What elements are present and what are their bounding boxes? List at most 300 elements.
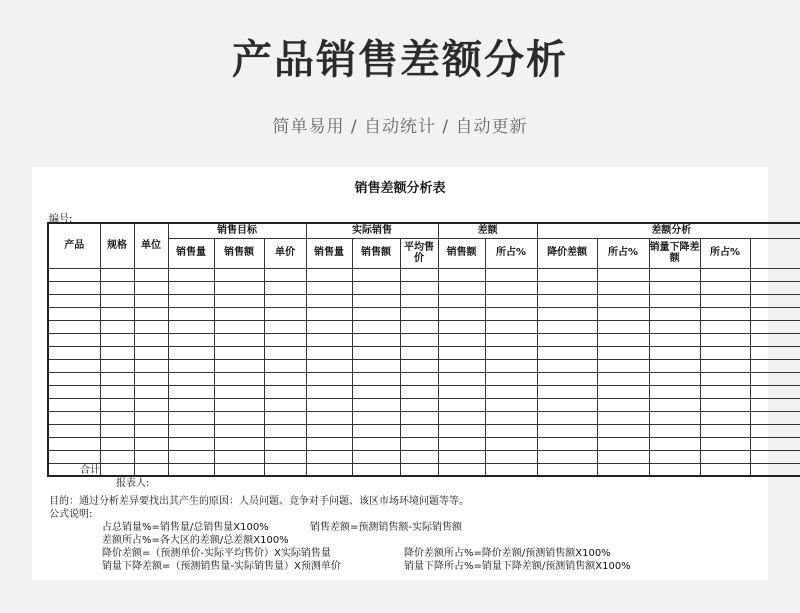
table-cell[interactable] [649,450,700,463]
table-cell[interactable] [750,359,800,372]
table-cell[interactable] [438,281,485,294]
purpose-text: 目的：通过分析差异要找出其产生的原因：人员问题、竞争对手问题、该区市场环境问题等等。 [49,496,469,507]
table-cell[interactable] [750,437,800,450]
table-cell[interactable] [306,437,352,450]
table-cell[interactable] [700,346,750,359]
table-cell[interactable] [700,372,750,385]
table-cell[interactable] [352,359,400,372]
table-cell[interactable] [134,281,168,294]
table-cell[interactable] [168,359,214,372]
table-cell[interactable] [168,385,214,398]
table-cell[interactable] [352,424,400,437]
table-cell[interactable] [400,437,438,450]
header-avg-price: 平均售价 [400,238,438,268]
table-body [48,268,800,476]
table-cell[interactable] [214,320,264,333]
table-cell[interactable] [48,411,100,424]
table-cell[interactable] [485,346,537,359]
table-cell[interactable] [597,333,649,346]
table-cell[interactable] [597,450,649,463]
table-cell[interactable] [438,437,485,450]
table-cell[interactable] [306,333,352,346]
table-cell[interactable] [750,320,800,333]
table-cell[interactable] [100,268,134,281]
table-cell[interactable] [400,333,438,346]
table-cell[interactable] [214,424,264,437]
table-cell[interactable] [168,463,214,476]
table-cell[interactable] [306,450,352,463]
table-cell[interactable] [264,320,306,333]
table-cell[interactable] [438,450,485,463]
table-cell[interactable] [48,294,100,307]
header-qty-drop: 销量下降差额 [649,238,700,268]
table-cell[interactable] [649,437,700,450]
reporter-label: 报表人: [116,478,150,489]
table-cell[interactable] [750,411,800,424]
table-cell[interactable] [214,294,264,307]
table-cell[interactable] [134,268,168,281]
table-cell[interactable] [597,359,649,372]
table-cell[interactable] [306,411,352,424]
table-cell[interactable] [134,437,168,450]
spreadsheet-preview [32,167,768,580]
table-cell[interactable] [597,398,649,411]
table-cell[interactable] [700,450,750,463]
table-row [48,281,800,294]
table-cell[interactable] [649,333,700,346]
table-cell[interactable] [400,320,438,333]
table-cell[interactable] [485,307,537,320]
table-cell[interactable] [352,268,400,281]
table-cell[interactable] [597,294,649,307]
table-cell[interactable] [168,372,214,385]
table-cell[interactable] [438,463,485,476]
table-cell[interactable] [597,424,649,437]
table-cell[interactable] [438,294,485,307]
table-cell[interactable] [485,320,537,333]
table-cell[interactable] [134,398,168,411]
table-cell[interactable] [264,463,306,476]
table-cell[interactable] [485,294,537,307]
table-row [48,294,800,307]
table-cell[interactable] [48,398,100,411]
table-cell[interactable] [750,450,800,463]
table-row [48,411,800,424]
table-cell[interactable] [352,437,400,450]
table-cell[interactable] [168,268,214,281]
table-cell[interactable] [400,463,438,476]
table-cell[interactable] [537,372,597,385]
header-target-amount: 销售额 [214,238,264,268]
table-cell[interactable] [214,398,264,411]
table-cell[interactable] [214,437,264,450]
table-cell[interactable] [485,450,537,463]
table-cell[interactable] [134,372,168,385]
table-cell[interactable] [700,294,750,307]
table-cell[interactable] [168,333,214,346]
table-row [48,424,800,437]
table-cell[interactable] [352,307,400,320]
table-cell[interactable] [438,424,485,437]
table-cell[interactable] [306,268,352,281]
table-cell[interactable] [352,281,400,294]
table-cell[interactable] [750,346,800,359]
table-cell[interactable] [264,307,306,320]
table-cell[interactable] [48,359,100,372]
table-cell[interactable] [537,294,597,307]
header-sales-target: 销售目标 [168,223,306,238]
formula-sales-share: 占总销量%=销售量/总销售量X100% [102,522,269,533]
table-cell[interactable] [400,346,438,359]
table-cell[interactable] [264,359,306,372]
table-cell[interactable] [306,307,352,320]
table-cell[interactable] [168,398,214,411]
table-cell[interactable] [438,359,485,372]
table-cell[interactable] [537,450,597,463]
formula-price-drop-share: 降价差额所占%=降价差额/预测销售额X100% [404,548,611,559]
table-cell[interactable] [100,411,134,424]
table-cell[interactable] [400,424,438,437]
table-cell[interactable] [485,398,537,411]
table-cell[interactable] [48,372,100,385]
table-cell[interactable] [438,333,485,346]
table-cell[interactable] [264,385,306,398]
table-cell[interactable] [400,398,438,411]
table-cell[interactable] [438,320,485,333]
table-cell[interactable] [352,398,400,411]
table-cell[interactable] [168,307,214,320]
table-cell[interactable] [264,411,306,424]
table-cell[interactable] [306,398,352,411]
header-price-drop-percent: 所占% [597,238,649,268]
sales-variance-table [47,222,800,477]
table-cell[interactable] [597,281,649,294]
table-cell[interactable] [100,385,134,398]
formula-price-drop: 降价差额=（预测单价-实际平均售价）X实际销售量 [102,548,331,559]
header-difference: 差额 [438,223,537,238]
table-cell[interactable] [264,424,306,437]
table-cell[interactable] [214,359,264,372]
table-cell[interactable] [537,437,597,450]
table-cell[interactable] [700,333,750,346]
table-cell[interactable] [537,385,597,398]
table-cell[interactable] [485,281,537,294]
table-cell[interactable] [214,411,264,424]
table-cell[interactable] [485,359,537,372]
table-cell[interactable] [134,359,168,372]
table-cell[interactable] [750,385,800,398]
table-cell[interactable] [168,320,214,333]
table-cell[interactable] [168,281,214,294]
table-cell[interactable] [537,463,597,476]
table-cell[interactable] [649,346,700,359]
table-cell[interactable] [537,359,597,372]
table-cell[interactable] [485,385,537,398]
table-cell[interactable] [306,346,352,359]
table-cell[interactable] [438,385,485,398]
table-cell[interactable] [214,307,264,320]
table-cell[interactable] [438,346,485,359]
table-cell[interactable] [168,294,214,307]
table-cell[interactable] [214,463,264,476]
table-cell[interactable] [264,268,306,281]
table-cell[interactable] [649,307,700,320]
header-price-drop: 降价差额 [537,238,597,268]
table-cell[interactable] [48,385,100,398]
table-cell[interactable] [700,307,750,320]
table-cell[interactable] [700,398,750,411]
table-row [48,307,800,320]
table-cell[interactable] [264,281,306,294]
table-cell[interactable] [100,450,134,463]
table-cell[interactable] [649,320,700,333]
table-cell[interactable] [485,268,537,281]
table-cell[interactable] [438,268,485,281]
table-cell[interactable] [400,268,438,281]
table-cell[interactable] [485,424,537,437]
table-cell[interactable] [100,281,134,294]
table-cell[interactable] [264,398,306,411]
table-cell[interactable] [352,385,400,398]
table-cell[interactable] [438,307,485,320]
header-actual-sales: 实际销售 [306,223,438,238]
table-cell[interactable] [214,385,264,398]
table-cell[interactable] [700,268,750,281]
table-cell[interactable] [700,463,750,476]
table-cell[interactable] [485,372,537,385]
page-subtitle: 简单易用 / 自动统计 / 自动更新 [272,117,528,137]
table-cell[interactable] [352,463,400,476]
table-cell[interactable] [400,385,438,398]
table-cell[interactable] [649,385,700,398]
header-diff-amount: 销售额 [438,238,485,268]
table-cell[interactable] [537,411,597,424]
table-cell[interactable] [306,281,352,294]
table-cell[interactable] [649,359,700,372]
table-row [48,320,800,333]
header-qty-drop-percent: 所占% [700,238,750,268]
table-cell[interactable] [352,346,400,359]
table-cell[interactable] [700,424,750,437]
table-cell[interactable] [700,320,750,333]
table-cell[interactable] [134,411,168,424]
table-cell[interactable] [597,268,649,281]
table-cell[interactable] [750,424,800,437]
table-cell[interactable] [352,450,400,463]
table-cell[interactable] [48,333,100,346]
table-cell[interactable] [537,346,597,359]
table-cell[interactable] [134,385,168,398]
table-cell[interactable] [537,320,597,333]
sheet-title: 销售差额分析表 [354,181,446,196]
table-cell[interactable] [306,463,352,476]
table-cell[interactable] [100,437,134,450]
table-cell[interactable] [306,385,352,398]
formula-qty-drop-share: 销量下降所占%=销量下降差额/预测销售额X100% [404,561,631,572]
table-cell[interactable] [537,424,597,437]
table-cell[interactable] [48,320,100,333]
table-cell[interactable] [306,320,352,333]
table-cell[interactable] [100,372,134,385]
formula-qty-drop: 销量下降差额=（预测销售量-实际销售量）X预测单价 [102,561,341,572]
header-diff-percent: 所占% [485,238,537,268]
table-cell[interactable] [168,346,214,359]
formula-title: 公式说明: [49,509,93,520]
table-cell[interactable] [214,268,264,281]
table-cell[interactable] [700,281,750,294]
table-cell[interactable] [649,294,700,307]
table-cell[interactable] [750,307,800,320]
table-cell[interactable] [400,359,438,372]
table-cell[interactable] [400,307,438,320]
total-label: 合计 [80,465,100,476]
table-cell[interactable] [264,333,306,346]
table-cell[interactable] [700,385,750,398]
table-cell[interactable] [134,294,168,307]
table-cell[interactable] [750,281,800,294]
table-cell[interactable] [438,411,485,424]
table-cell[interactable] [597,320,649,333]
table-row [48,398,800,411]
table-cell[interactable] [537,398,597,411]
table-row [48,463,800,476]
table-row [48,372,800,385]
table-cell[interactable] [352,333,400,346]
table-cell[interactable] [649,281,700,294]
table-cell[interactable] [400,372,438,385]
table-cell[interactable] [264,437,306,450]
header-actual-qty: 销售量 [306,238,352,268]
table-cell[interactable] [649,411,700,424]
table-cell[interactable] [48,281,100,294]
table-cell[interactable] [400,411,438,424]
table-row [48,385,800,398]
table-cell[interactable] [48,346,100,359]
table-cell[interactable] [352,411,400,424]
table-cell[interactable] [750,294,800,307]
table-cell[interactable] [700,359,750,372]
table-cell[interactable] [100,346,134,359]
table-cell[interactable] [134,333,168,346]
table-cell[interactable] [168,411,214,424]
table-cell[interactable] [597,385,649,398]
table-cell[interactable] [100,359,134,372]
table-cell[interactable] [750,463,800,476]
table-row [48,346,800,359]
header-actual-amount: 销售额 [352,238,400,268]
table-cell[interactable] [750,268,800,281]
table-cell[interactable] [214,372,264,385]
header-target-price: 单价 [264,238,306,268]
table-cell[interactable] [537,268,597,281]
table-cell[interactable] [100,424,134,437]
table-cell[interactable] [100,307,134,320]
table-cell[interactable] [306,294,352,307]
table-cell[interactable] [100,333,134,346]
table-cell[interactable] [597,437,649,450]
table-cell[interactable] [537,333,597,346]
table-cell[interactable] [48,268,100,281]
table-cell[interactable] [485,333,537,346]
table-cell[interactable] [168,424,214,437]
table-cell[interactable] [134,307,168,320]
table-cell[interactable] [485,463,537,476]
table-cell[interactable] [597,307,649,320]
table-cell[interactable] [700,437,750,450]
table-cell[interactable] [134,450,168,463]
table-cell[interactable] [597,411,649,424]
table-cell[interactable] [597,372,649,385]
table-cell[interactable] [700,411,750,424]
table-cell[interactable] [597,346,649,359]
table-cell[interactable] [438,398,485,411]
table-cell[interactable] [134,346,168,359]
table-cell[interactable] [134,424,168,437]
table-cell[interactable] [352,294,400,307]
table-cell[interactable] [100,398,134,411]
header-target-qty: 销售量 [168,238,214,268]
table-cell[interactable] [168,450,214,463]
table-cell[interactable] [400,450,438,463]
table-cell[interactable] [649,424,700,437]
table-cell[interactable] [485,411,537,424]
table-cell[interactable] [306,424,352,437]
table-cell[interactable] [750,333,800,346]
table-cell[interactable] [264,294,306,307]
table-cell[interactable] [214,333,264,346]
table-cell[interactable] [400,294,438,307]
table-cell[interactable] [649,463,700,476]
table-cell[interactable] [485,437,537,450]
table-cell[interactable] [649,398,700,411]
table-cell[interactable] [438,372,485,385]
table-cell[interactable] [400,281,438,294]
table-cell[interactable] [48,307,100,320]
table-cell[interactable] [750,398,800,411]
table-cell[interactable] [649,372,700,385]
header-spec: 规格 [100,223,134,268]
formula-difference-share: 差额所占%=各大区的差额/总差额X100% [102,535,289,546]
table-cell[interactable] [306,372,352,385]
table-cell[interactable] [264,346,306,359]
table-cell[interactable] [537,307,597,320]
page-title: 产品销售差额分析 [232,37,568,83]
header-difference-analysis: 差额分析 [537,223,800,238]
table-row [48,359,800,372]
table-cell[interactable] [214,450,264,463]
table-cell[interactable] [48,424,100,437]
table-cell[interactable] [214,346,264,359]
table-row [48,437,800,450]
table-cell[interactable] [168,437,214,450]
table-cell[interactable] [264,450,306,463]
formula-sales-difference: 销售差额=预测销售额-实际销售额 [310,522,462,533]
table-cell[interactable] [306,359,352,372]
table-cell[interactable] [597,463,649,476]
table-cell[interactable] [134,320,168,333]
table-cell[interactable] [750,372,800,385]
table-cell[interactable] [264,372,306,385]
table-cell[interactable] [537,281,597,294]
table-cell[interactable] [100,320,134,333]
table-cell[interactable] [352,320,400,333]
header-product: 产品 [48,223,100,268]
table-cell[interactable] [100,294,134,307]
table-cell[interactable] [649,268,700,281]
table-cell[interactable] [48,437,100,450]
table-cell[interactable] [352,372,400,385]
table-cell[interactable] [214,281,264,294]
